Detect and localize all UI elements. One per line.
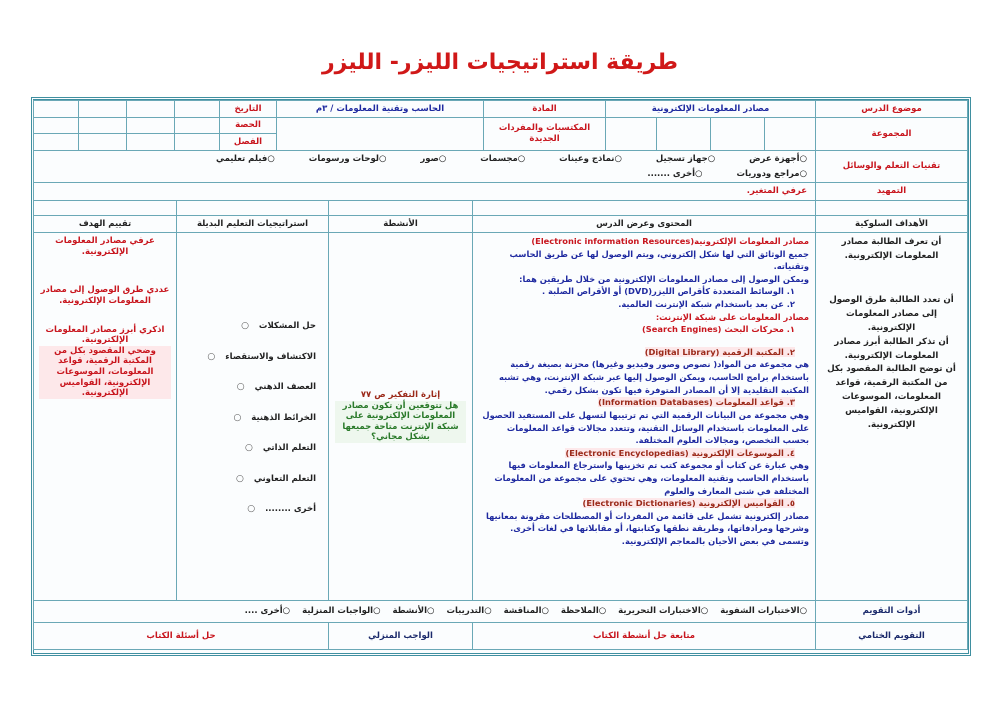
content-heading: مصادر المعلومات الإلكترونية(Electronic information Resources) xyxy=(531,236,809,246)
content-paragraph: هي مجموعة من المواد( نصوص وصور وفيديو وغيرها) محزنة بصيغة رقمية باستخدام برامج الحاسب، ويمكن الوصول إليها عبر شبكة الإنترنت، وهي تشبه المكتبة التقليدية إلا أن المصادر المتوفرة فيها تكون بشكل رقمي. xyxy=(498,359,809,395)
objectives-cell xyxy=(815,232,968,601)
content-subheading: ٢. المكتبة الرقمية (Digital Library) xyxy=(644,346,795,357)
blank-cell xyxy=(276,117,484,151)
tools-label: أدوات التقويم xyxy=(815,600,968,623)
date-label: التاريخ xyxy=(219,100,277,118)
tool-option[interactable]: ○الأنشطة xyxy=(392,606,435,617)
subject-label: المادة xyxy=(483,100,606,118)
tech-option[interactable]: ○أخرى ....... xyxy=(647,168,703,179)
blank-cell xyxy=(472,200,816,216)
activity-title: إثارة التفكير ص ٧٧ xyxy=(360,389,441,400)
subject-value: الحاسب وتقنية المعلومات / ٣م xyxy=(276,100,484,118)
blank-cell xyxy=(33,133,79,151)
topic-value: مصادر المعلومات الإلكترونية xyxy=(605,100,816,118)
strategy-item[interactable]: ○ العصف الذهني xyxy=(236,382,316,392)
content-list-item: ١. الوسائط المتعددة كأقراص الليزر(DVD) أو الأقراص الصلبة . xyxy=(541,286,795,297)
tech-option[interactable]: ○صور xyxy=(420,153,447,164)
blank-cell xyxy=(176,200,329,216)
blank-cell xyxy=(78,133,127,151)
content-subheading: ٣. قواعد المعلومات (Information Databases) xyxy=(598,397,795,408)
strategies-list xyxy=(176,232,329,601)
class-label: الفصل xyxy=(219,133,277,151)
evaluation-item: اذكري أبرز مصادر المعلومات الإلكترونية. xyxy=(45,324,165,346)
strategy-item[interactable]: ○ الاكتشاف والاستقصاء xyxy=(207,351,316,362)
group-cell xyxy=(764,117,816,151)
content-heading: مصادر المعلومات على شبكة الإنترنت: xyxy=(655,311,809,322)
col-header-activities: الأنشطة xyxy=(328,215,473,233)
content-subheading: ١. محركات البحث (Search Engines) xyxy=(642,324,795,335)
tech-options xyxy=(33,150,816,183)
strategy-item[interactable]: ○ حل المشكلات xyxy=(241,321,316,331)
homework-value: حل أسئلة الكتاب xyxy=(33,622,329,650)
group-cell xyxy=(605,117,657,151)
homework-label: الواجب المنزلي xyxy=(328,622,473,650)
content-paragraph: ويمكن الوصول إلى مصادر المعلومات الإلكترونية من خلال طريقين هما: xyxy=(519,273,809,284)
content-paragraph: وهي عبارة عن كتاب أو مجموعة كتب تم تخزينها واسترجاع المعلومات فيها باستخدام الحاسب وتقنية المعلومات، وهي تحتوي على مجموعة من المعلومات المختلفة في شتى المعارف والعلوم xyxy=(494,460,809,496)
strategy-item[interactable]: ○ التعلم التعاوني xyxy=(236,473,316,484)
objective-item: أن تذكر الطالبة أبرز مصادر المعلومات الإلكترونية. xyxy=(834,336,949,361)
blank-cell xyxy=(33,117,79,134)
strategy-item[interactable]: ○ الخرائط الذهنية xyxy=(233,412,316,423)
blank-cell xyxy=(126,117,175,134)
col-header-content: المحتوى وعرض الدرس xyxy=(472,215,816,233)
tech-option[interactable]: ○مراجع ودوريات xyxy=(736,168,807,179)
content-subheading: ٤. الموسوعات الإلكترونية (Electronic Encyclopedias) xyxy=(565,447,795,458)
tech-option[interactable]: ○جهاز تسجيل xyxy=(655,153,716,164)
tech-option[interactable]: ○فيلم تعليمي xyxy=(216,153,275,164)
tool-option[interactable]: ○الواجبات المنزلية xyxy=(302,606,381,617)
tech-option[interactable]: ○لوحات ورسومات xyxy=(308,153,387,164)
objective-item: أن تعدد الطالبة طرق الوصول إلى مصادر المعلومات الإلكترونية. xyxy=(829,294,954,333)
tech-option[interactable]: ○نماذج وعينات xyxy=(559,153,622,164)
blank-cell xyxy=(78,117,127,134)
col-header-strategies: استراتيجيات التعليم البديلة xyxy=(176,215,329,233)
tech-label: تقنيات التعلم والوسائل xyxy=(815,150,968,183)
vocab-label: المكتسبات والمفردات الجديدة xyxy=(483,117,606,151)
strategy-item[interactable]: ○ التعلم الذاتي xyxy=(244,443,316,453)
blank-cell xyxy=(174,100,220,118)
blank-cell xyxy=(174,117,220,134)
page-title: طريقة استراتيجيات الليزر- الليزر xyxy=(321,50,678,75)
blank-cell xyxy=(174,133,220,151)
evaluation-item: عددي طرق الوصول إلى مصادر المعلومات الإلكترونية. xyxy=(40,285,170,306)
tool-option[interactable]: ○الاختبارات التحريرية xyxy=(618,606,709,617)
content-cell xyxy=(472,232,816,601)
evaluation-cell xyxy=(33,232,177,601)
content-subheading: ٥. القواميس الإلكترونية (Electronic Dictionaries) xyxy=(582,498,795,509)
objective-item: أن توضح الطالبة المقصود بكل من المكتبة الرقمية، قواعد المعلومات، الموسوعات الإلكترونية، القواميس الإلكترونية. xyxy=(827,364,956,431)
activity-text: هل تتوقعين أن تكون مصادر المعلومات الإلكترونية على شبكة الإنترنت متاحة جميعها بشكل مجاني؟ xyxy=(335,401,466,444)
intro-text: عرفي المتغير. xyxy=(33,182,816,201)
tool-option[interactable]: ○الاختبارات الشفوية xyxy=(720,606,807,617)
tools-options xyxy=(33,600,816,623)
content-paragraph: جميع الوثائق التي لها شكل إلكتروني، ويتم الوصول لها عن طريق الحاسب وتقنياته. xyxy=(509,248,809,272)
col-header-evaluation: تقييم الهدف xyxy=(33,215,177,233)
tech-option[interactable]: ○أجهزة عرض xyxy=(749,153,807,164)
blank-cell xyxy=(126,133,175,151)
tech-option[interactable]: ○مجسمات xyxy=(480,153,526,164)
blank-cell xyxy=(328,200,473,216)
evaluation-item: عرفي مصادر المعلومات الإلكترونية. xyxy=(55,236,155,257)
final-followup: متابعة حل أنشطة الكتاب xyxy=(472,622,816,650)
tool-option[interactable]: ○الملاحظة xyxy=(560,606,607,617)
content-list-item: ٢. عن بعد باستخدام شبكة الإنترنت العالمية. xyxy=(618,299,795,310)
group-cell xyxy=(656,117,711,151)
evaluation-item: وضحي المقصود بكل من المكتبة الرقمية، قواعد المعلومات، الموسوعات الإلكترونية، القواميس الإلكترونية. xyxy=(39,346,171,399)
final-label: التقويم الختامي xyxy=(815,622,968,650)
topic-label: موضوع الدرس xyxy=(815,100,968,118)
objective-item: أن تعرف الطالبة مصادر المعلومات الإلكترونية. xyxy=(841,237,942,261)
group-cell xyxy=(710,117,765,151)
tool-option[interactable]: ○أخرى .... xyxy=(244,606,291,617)
strategy-item[interactable]: ○ أخرى ........ xyxy=(247,504,316,514)
activities-cell xyxy=(328,232,473,601)
blank-cell xyxy=(815,200,968,216)
tool-option[interactable]: ○التدريبات xyxy=(446,606,492,617)
blank-cell xyxy=(33,200,177,216)
tool-option[interactable]: ○المناقشة xyxy=(503,606,549,617)
blank-cell xyxy=(78,100,127,118)
content-paragraph: مصادر إلكترونية تشمل على قائمة من المفردات أو المصطلحات مقرونة بمعانيها وشرحها ومرادفاتها، وطريقة نطقها وكتابتها، أو مقابلاتها في لغات أخرى. وتسمى في بعض الأحيان بالمعاجم الإلكترونية. xyxy=(485,510,809,547)
col-header-objectives: الأهداف السلوكية xyxy=(815,215,968,233)
blank-cell xyxy=(33,100,79,118)
blank-cell xyxy=(126,100,175,118)
period-label: الحصة xyxy=(219,117,277,134)
intro-label: التمهيد xyxy=(815,182,968,201)
group-label: المجموعة xyxy=(815,117,968,151)
content-paragraph: وهي مجموعة من البيانات الرقمية التي تم ترتيبها لتسهل على المستفيد الحصول على المعلومات باستخدام الوسائل التقنية، وتتعدد مجالات قواعد المعلومات بحسب التخصص، ومجالات العلوم المختلفة. xyxy=(482,409,809,446)
